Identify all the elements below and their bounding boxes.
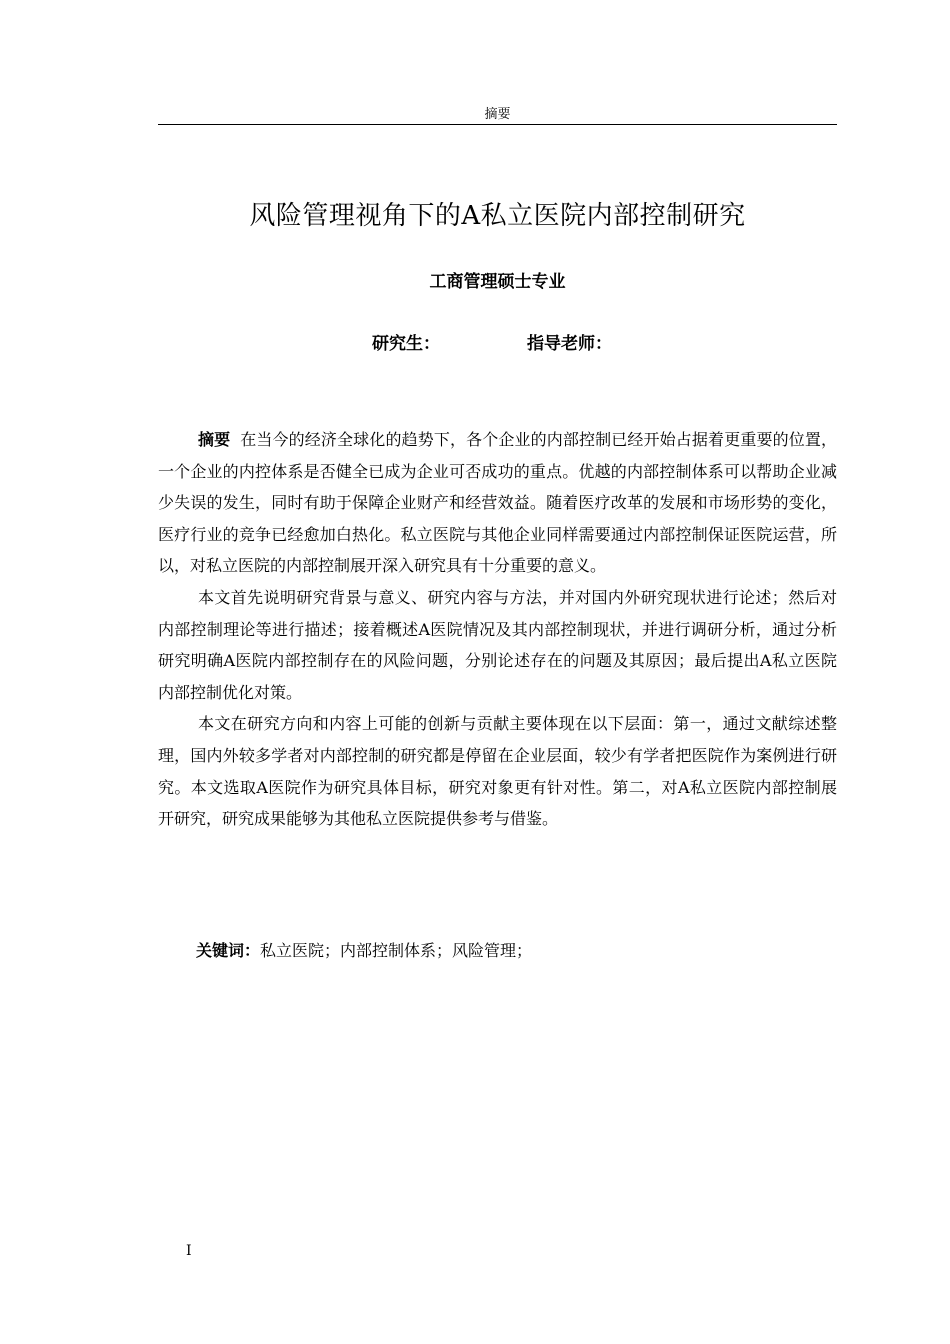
degree-program: 工商管理硕士专业 xyxy=(429,272,566,292)
keywords-line xyxy=(196,936,836,966)
running-header: 摘要 xyxy=(484,107,511,122)
abstract-body xyxy=(158,424,837,835)
header-rule xyxy=(158,124,837,125)
keywords-label: 关键词： xyxy=(196,941,261,960)
abstract-paragraph-text: 在当今的经济全球化的趋势下，各个企业的内部控制已经开始占据着更重要的位置，一个企业的内控体系是否健全已成为企业可否成功的重点。优越的内部控制体系可以帮助企业减少失误的发生，同时有助于保障企业财产和经营效益。随着医疗改革的发展和市场形势的变化，医疗行业的竞争已经愈加白热化。私立医院与其他企业同样需要通过内部控制保证医院运营，所以，对私立医院的内部控制展开深入研究具有十分重要的意义。 xyxy=(158,430,837,576)
abstract-paragraph xyxy=(158,424,837,582)
student-label: 研究生： xyxy=(372,334,440,354)
abstract-lead: 摘要 xyxy=(198,430,231,449)
abstract-paragraph: 本文在研究方向和内容上可能的创新与贡献主要体现在以下层面：第一，通过文献综述整理，国内外较多学者对内部控制的研究都是停留在企业层面，较少有学者把医院作为案例进行研究。本文选取A医院作为研究具体目标，研究对象更有针对性。第二，对A私立医院内部控制展开研究，研究成果能够为其他私立医院提供参考与借鉴。 xyxy=(158,714,837,829)
document-title: 风险管理视角下的A私立医院内部控制研究 xyxy=(249,201,746,231)
abstract-paragraph: 本文首先说明研究背景与意义、研究内容与方法，并对国内外研究现状进行论述；然后对内部控制理论等进行描述；接着概述A医院情况及其内部控制现状，并进行调研分析，通过分析研究明确A医院内部控制存在的风险问题，分别论述存在的问题及其原因；最后提出A私立医院内部控制优化对策。 xyxy=(158,587,837,702)
page-number: I xyxy=(186,1243,192,1259)
author-line xyxy=(372,330,672,358)
advisor-label: 指导老师： xyxy=(527,334,612,354)
keywords-text: 私立医院；内部控制体系；风险管理； xyxy=(260,941,533,960)
